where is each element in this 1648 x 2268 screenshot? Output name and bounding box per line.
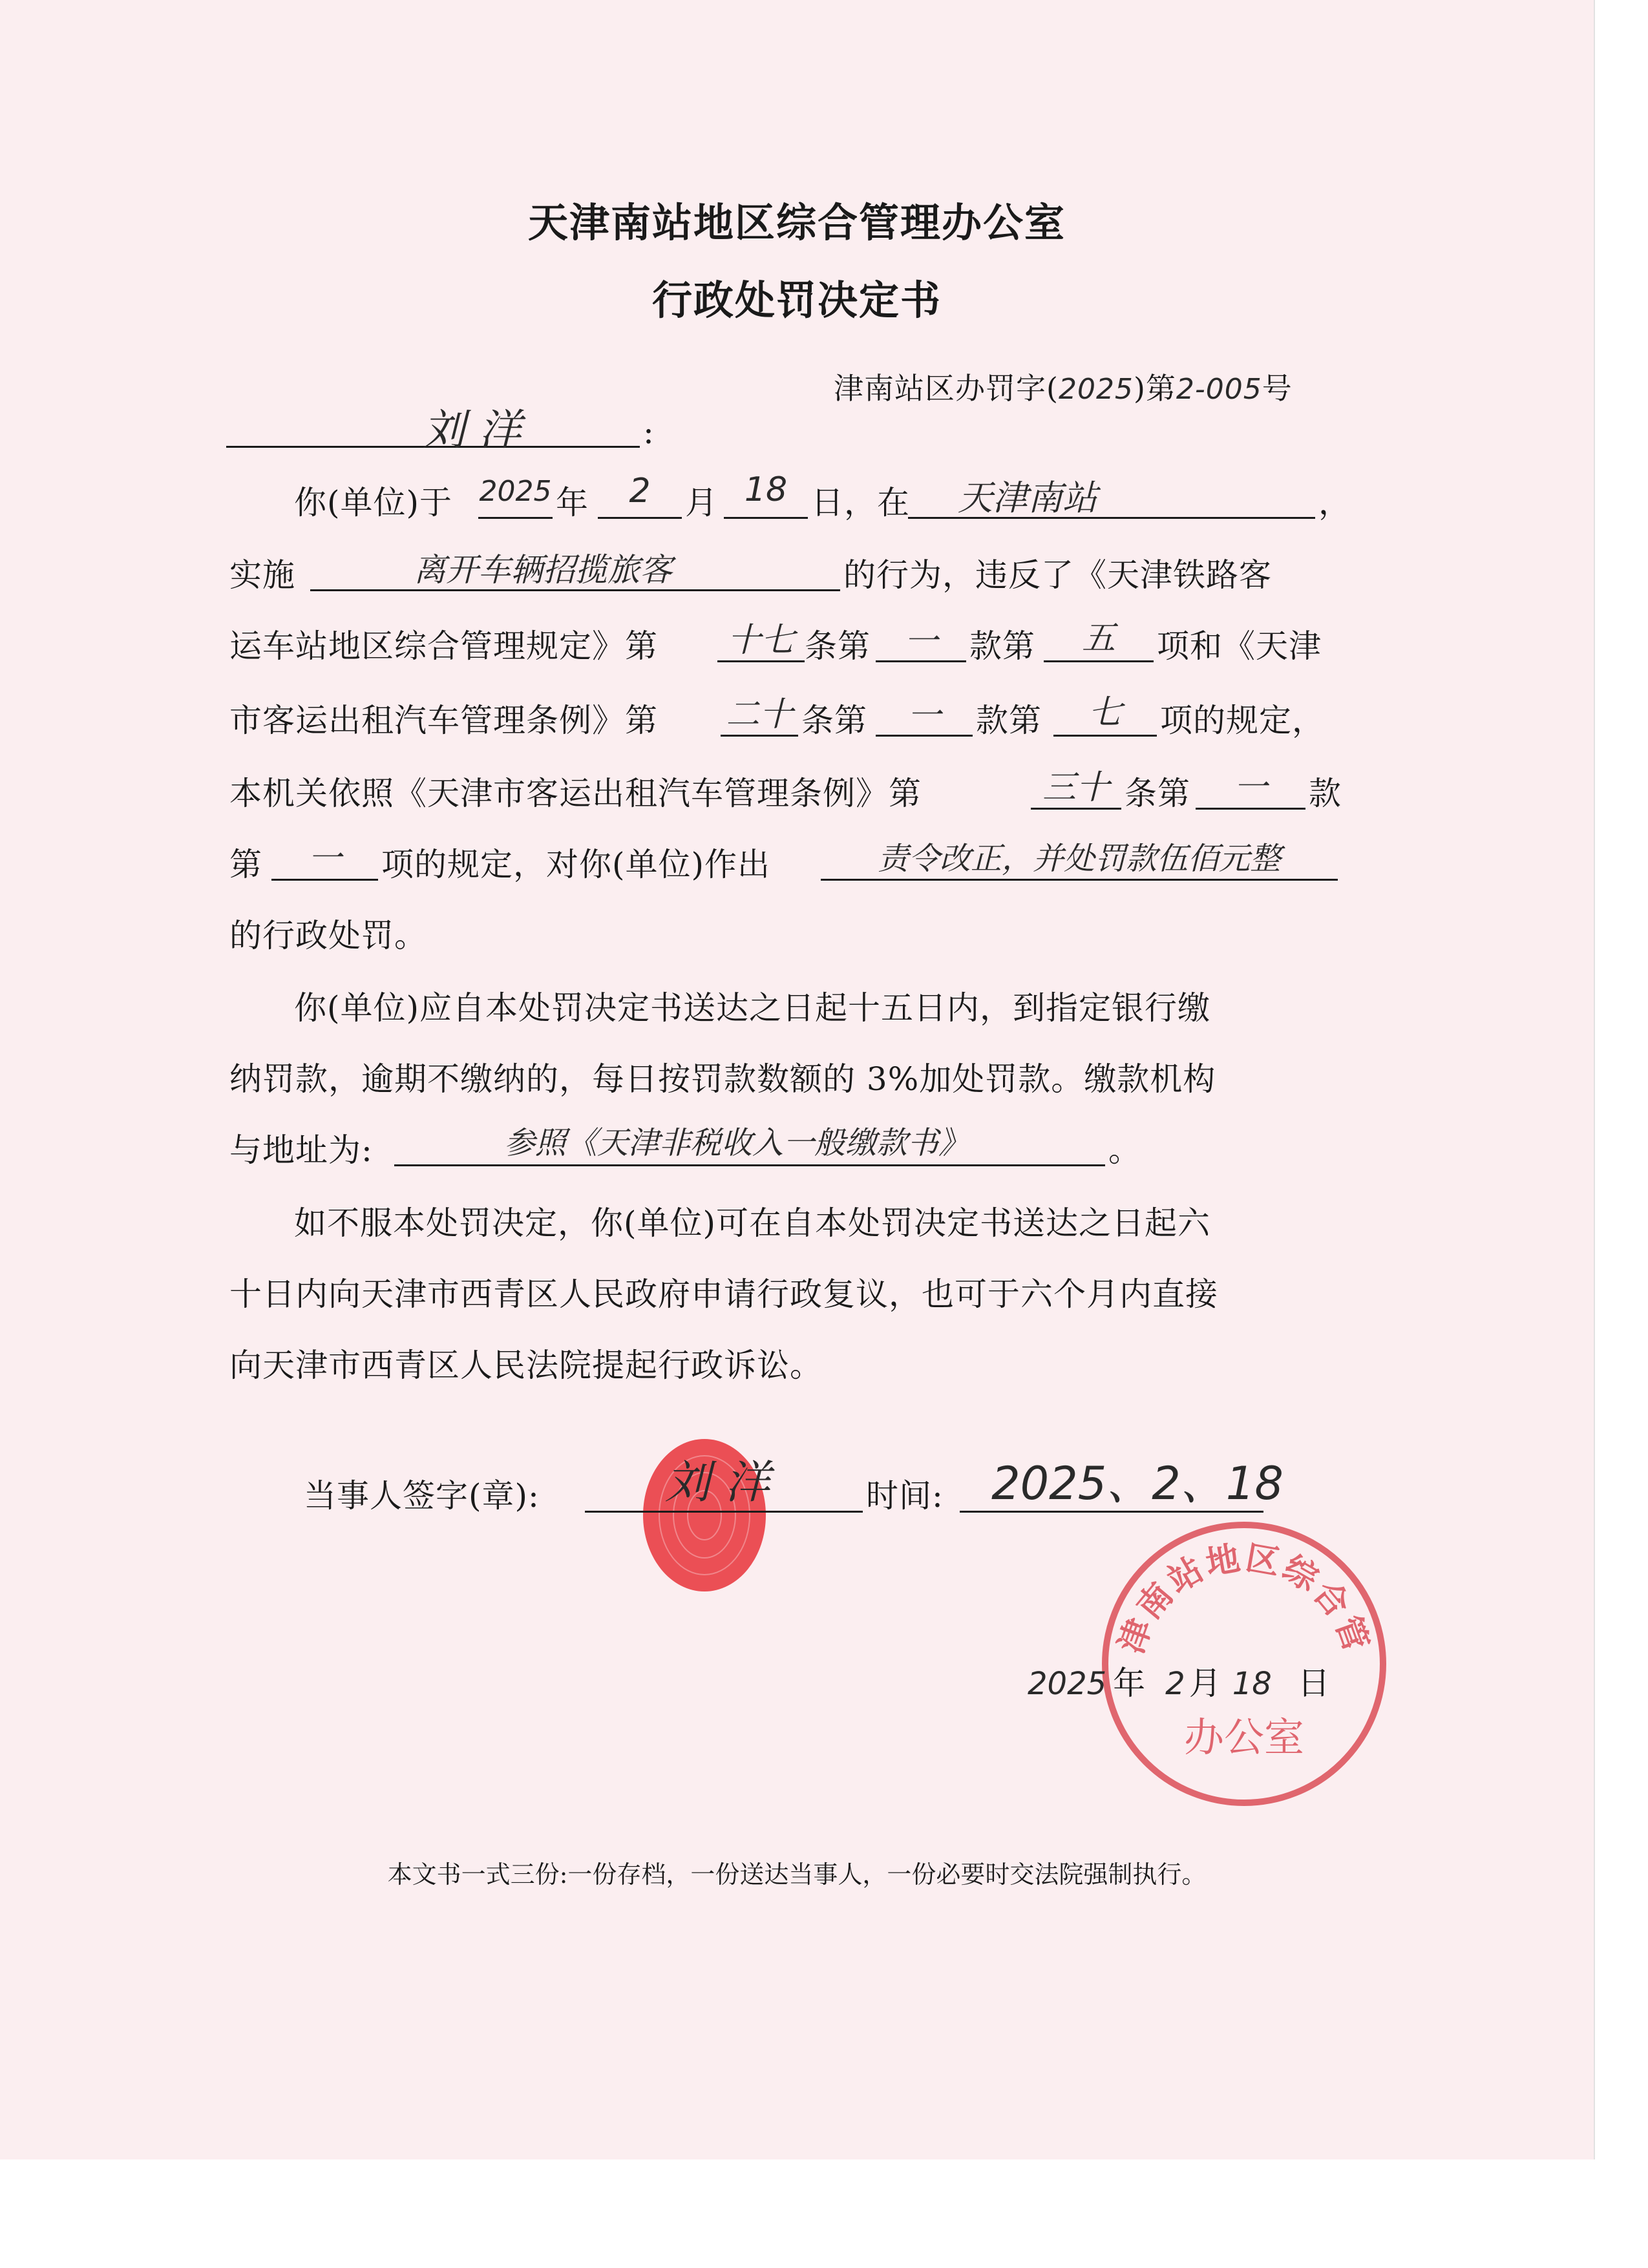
day-underline [724, 517, 808, 519]
rule1-item-underline [1044, 660, 1154, 662]
p3-l1-text: 如不服本处罚决定，你(单位)可在自本处罚决定书送达之日起六 [294, 1204, 1211, 1242]
p1-l5-text-b: 条第 [1125, 775, 1190, 812]
p1-l5-text-a: 本机关依照《天津市客运出租汽车管理条例》第 [229, 775, 922, 812]
p1-l6-text-a: 第 [229, 846, 262, 883]
recipient-name: 刘 洋 [422, 405, 522, 455]
p1-l2-text-a: 实施 [229, 556, 295, 594]
p2-l1-text: 你(单位)应自本处罚决定书送达之日起十五日内，到指定银行缴 [294, 989, 1211, 1027]
p1-l1-text-c: 月 [685, 484, 718, 521]
time-label: 时间: [866, 1477, 944, 1515]
doc-number: 津南站区办罚字(2025)第2-005号 [834, 371, 1293, 406]
p1-l1-text-e: ， [1318, 484, 1351, 521]
p1-l7-text: 的行政处罚。 [229, 917, 427, 954]
p2-l3-text-b: 。 [1108, 1131, 1141, 1169]
basis-article: 三十 [1042, 768, 1110, 807]
p1-l4-text-b: 条第 [801, 702, 867, 739]
penalty-decision: 责令改正，并处罚款伍佰元整 [877, 841, 1281, 877]
date-month: 2 [1165, 1666, 1185, 1702]
seal-ring-text: 津南站地区综合管 [1112, 1538, 1377, 1659]
rule2-item: 七 [1088, 693, 1122, 732]
month-underline [598, 517, 682, 519]
penalty-underline [821, 879, 1338, 881]
rule2-item-underline [1053, 735, 1157, 737]
p2-l3-text-a: 与地址为: [229, 1131, 373, 1169]
date-year-label: 年 [1113, 1664, 1146, 1702]
p1-l4-text-a: 市客运出租汽车管理条例》第 [229, 702, 658, 739]
incident-day: 18 [744, 470, 788, 509]
recipient-colon: : [643, 414, 655, 451]
date-year: 2025 [1028, 1666, 1107, 1702]
p1-l1-text-a: 你(单位)于 [294, 484, 453, 521]
signature-time: 2025、2、18 [991, 1457, 1284, 1510]
p1-l4-text-d: 项的规定， [1160, 702, 1325, 739]
signer-name: 刘 洋 [664, 1456, 770, 1509]
payment-underline [394, 1164, 1105, 1166]
doc-title: 行政处罚决定书 [651, 277, 942, 324]
p2-l2-text: 纳罚款，逾期不缴纳的，每日按罚款数额的 3%加处罚款。缴款机构 [229, 1060, 1216, 1098]
doc-number-year: 2025 [1058, 373, 1134, 406]
p1-l4-text-c: 款第 [976, 702, 1042, 739]
p1-l1-text-b: 年 [556, 484, 589, 521]
payment-reference: 参照《天津非税收入一般缴款书》 [503, 1125, 969, 1161]
rule2-article: 二十 [725, 695, 793, 734]
p3-l2-text: 十日内向天津市西青区人民政府申请行政复议，也可于六个月内直接 [229, 1276, 1218, 1313]
rule1-clause: 一 [903, 622, 938, 661]
seal-center-text: 办公室 [1183, 1714, 1305, 1761]
p1-l3-text-c: 款第 [969, 627, 1035, 665]
signature-label: 当事人签字(章): [304, 1477, 540, 1515]
p1-l2-text-b: 的行为，违反了《天津铁路客 [843, 556, 1272, 594]
date-month-label: 月 [1188, 1664, 1222, 1702]
rule1-item: 五 [1081, 619, 1115, 658]
decision-date [1028, 1657, 1331, 1704]
org-title: 天津南站地区综合管理办公室 [527, 199, 1066, 246]
p1-l3-text-b: 条第 [805, 627, 871, 665]
footer-note: 本文书一式三份:一份存档，一份送达当事人，一份必要时交法院强制执行。 [387, 1860, 1207, 1889]
p1-l3-text-a: 运车站地区综合管理规定》第 [229, 627, 658, 665]
doc-number-seq: 2-005 [1176, 373, 1262, 406]
violation-act: 离开车辆招揽旅客 [414, 551, 672, 589]
p1-l3-text-d: 项和《天津 [1157, 627, 1322, 665]
year-underline [478, 517, 553, 519]
p1-l6-text-b: 项的规定，对你(单位)作出 [381, 846, 771, 883]
basis-clause: 一 [1233, 768, 1267, 807]
date-day: 18 [1232, 1666, 1272, 1702]
p1-l1-text-d: 日，在 [811, 484, 910, 521]
incident-year: 2025 [479, 475, 552, 508]
p1-l5-text-c: 款 [1309, 775, 1342, 812]
date-day-label: 日 [1297, 1664, 1331, 1702]
basis-item: 一 [308, 839, 342, 878]
incident-place: 天津南站 [958, 478, 1097, 518]
rule1-article: 十七 [727, 621, 795, 660]
rule2-clause: 一 [907, 697, 941, 735]
incident-month: 2 [629, 472, 651, 510]
p3-l3-text: 向天津市西青区人民法院提起行政诉讼。 [229, 1347, 823, 1384]
